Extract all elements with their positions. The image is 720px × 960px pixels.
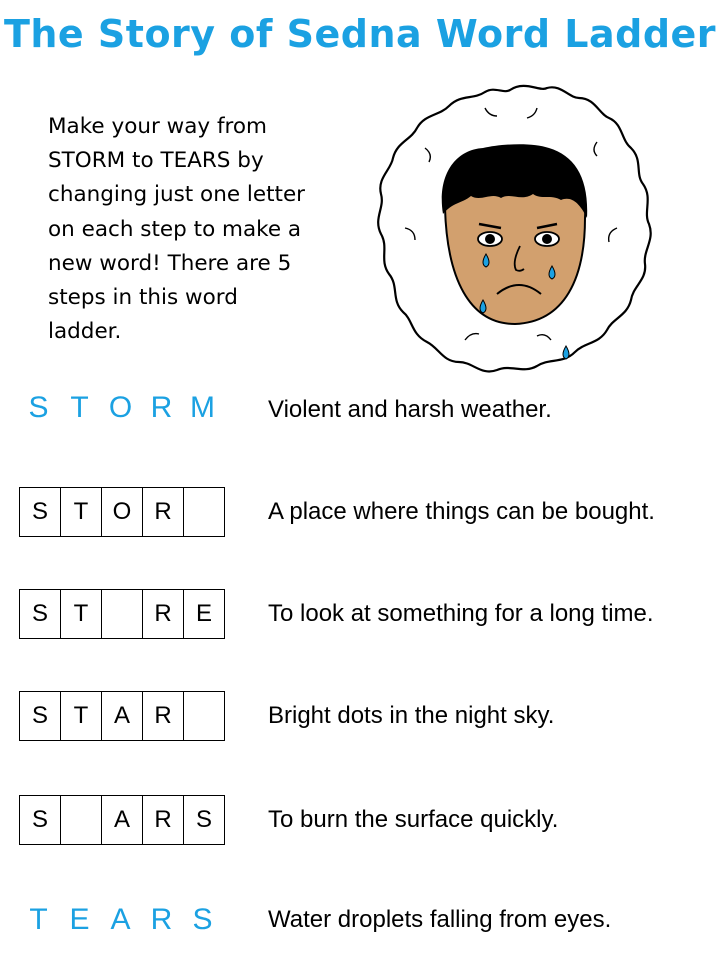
letter-box[interactable]: S: [19, 589, 61, 639]
end-word-letter: S: [192, 903, 213, 936]
start-word-letter: R: [150, 391, 173, 424]
letter-box[interactable]: [183, 487, 225, 537]
instructions-line: STORM to TEARS by: [48, 148, 264, 174]
letter-box[interactable]: S: [19, 795, 61, 845]
letter-box[interactable]: R: [142, 691, 184, 741]
step-4-clue: To burn the surface quickly.: [268, 806, 559, 833]
ladder-step-1: [19, 487, 225, 535]
letter-box[interactable]: [101, 589, 143, 639]
start-word-letter: O: [108, 391, 133, 424]
start-clue: Violent and harsh weather.: [268, 396, 552, 423]
instructions-line: ladder.: [48, 319, 122, 345]
crying-inuit-child-icon: [365, 78, 655, 378]
letter-box[interactable]: R: [142, 795, 184, 845]
end-word-letter: R: [150, 903, 173, 936]
ladder-step-4: [19, 795, 225, 843]
start-word-letter: S: [28, 391, 49, 424]
instructions-line: changing just one letter: [48, 182, 306, 208]
end-word-letter: E: [69, 903, 90, 936]
instructions-line: new word! There are 5: [48, 250, 292, 276]
letter-box[interactable]: [60, 795, 102, 845]
letter-box[interactable]: R: [142, 487, 184, 537]
end-clue: Water droplets falling from eyes.: [268, 906, 612, 933]
instructions: [48, 110, 338, 349]
step-3-clue: Bright dots in the night sky.: [268, 702, 555, 729]
letter-box[interactable]: S: [183, 795, 225, 845]
instructions-line: on each step to make a: [48, 216, 302, 242]
letter-box[interactable]: [183, 691, 225, 741]
step-1-clue: A place where things can be bought.: [268, 498, 655, 525]
start-word-letter: T: [70, 391, 89, 424]
end-word-letter: A: [110, 903, 131, 936]
ladder-step-3: [19, 691, 225, 739]
letter-box[interactable]: T: [60, 589, 102, 639]
letter-box[interactable]: A: [101, 795, 143, 845]
instructions-line: steps in this word: [48, 285, 238, 311]
letter-box[interactable]: S: [19, 691, 61, 741]
ladder-step-2: [19, 589, 225, 637]
step-2-clue: To look at something for a long time.: [268, 600, 654, 627]
letter-box[interactable]: A: [101, 691, 143, 741]
instructions-line: Make your way from: [48, 114, 267, 139]
start-word-letter: M: [190, 391, 215, 424]
letter-box[interactable]: R: [142, 589, 184, 639]
letter-box[interactable]: T: [60, 487, 102, 537]
letter-box[interactable]: T: [60, 691, 102, 741]
letter-box[interactable]: O: [101, 487, 143, 537]
start-word: [18, 391, 223, 425]
end-word: [18, 903, 223, 937]
letter-box[interactable]: E: [183, 589, 225, 639]
page-title: The Story of Sedna Word Ladder: [3, 12, 717, 56]
end-word-letter: T: [29, 903, 48, 936]
letter-box[interactable]: S: [19, 487, 61, 537]
